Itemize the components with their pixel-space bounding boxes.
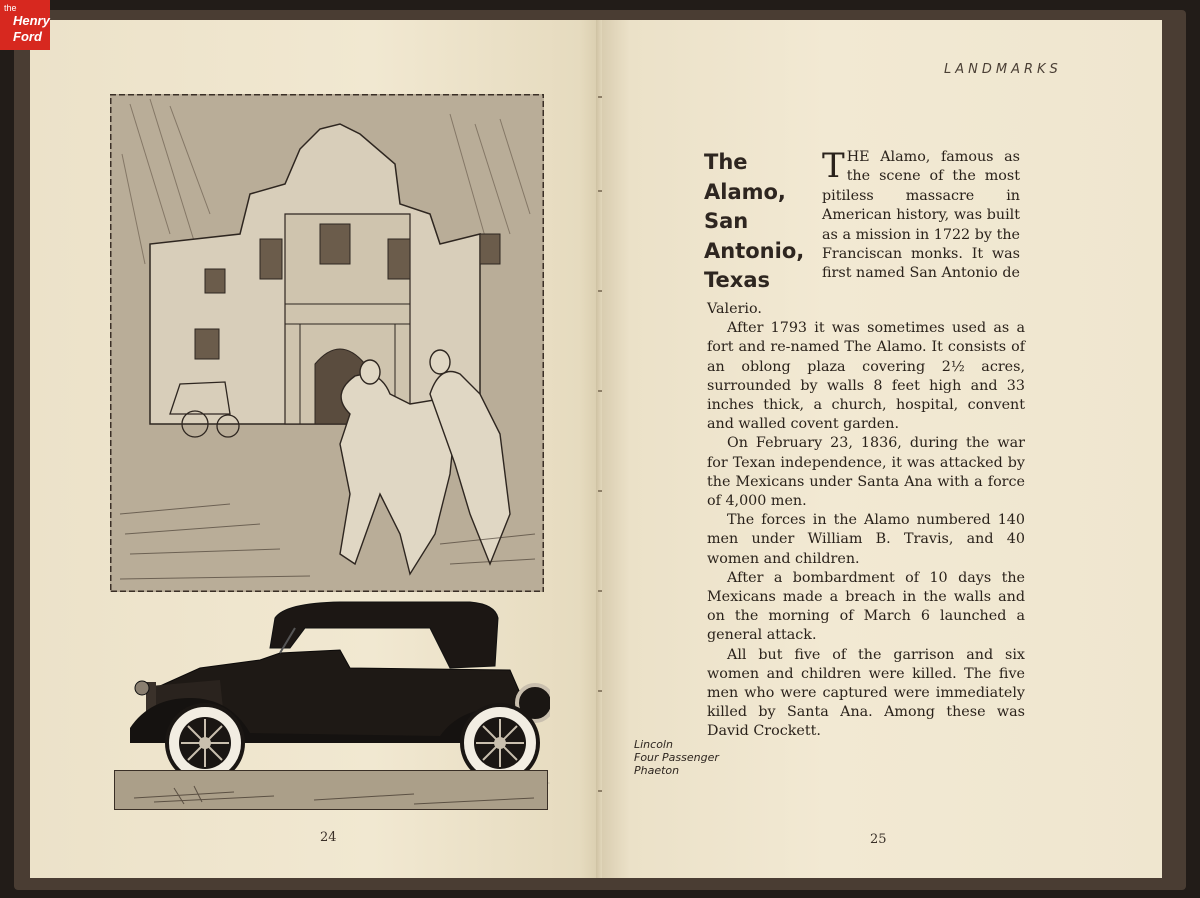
henry-ford-logo: [0, 0, 50, 50]
lincoln-phaeton-illustration: [110, 598, 550, 788]
logo-text: Henry: [13, 13, 50, 28]
lead-paragraph: [822, 148, 1020, 284]
caption-line: Phaeton: [634, 764, 680, 777]
right-page: [602, 20, 1162, 878]
title-line: Antonio,: [704, 238, 805, 263]
title-line: Alamo,: [704, 179, 786, 204]
caption-line: Four Passenger: [634, 751, 719, 764]
car-caption: [634, 738, 719, 777]
caption-line: Lincoln: [634, 738, 673, 751]
body-paragraph: After 1793 it was sometimes used as a fort and re-named The Alamo. It consists of an oblong plaza covering 2½ acres, surrounded by walls 8 feet high and 33 inches thick, a church, hospital, convent and walled covent garden.: [707, 320, 1025, 433]
ground-strip-illustration: [114, 770, 548, 810]
logo-text: Ford: [13, 29, 42, 44]
section-title: [704, 148, 822, 296]
page-number-right: 25: [870, 832, 887, 847]
drop-cap: T: [822, 146, 845, 186]
body-paragraph: After a bombardment of 10 days the Mexicans made a breach in the walls and on the morning of March 6 launched a general attack.: [707, 569, 1025, 644]
title-line: San: [704, 209, 749, 233]
lead-continuation: Valerio.: [707, 301, 762, 317]
alamo-etching: [110, 94, 544, 592]
lead-text: HE Alamo, famous as the scene of the most pitiless massacre in American history, was built as a mission in 1722 by the Franciscan monks. It was first named San Antonio de: [822, 149, 1020, 282]
body-paragraph: On February 23, 1836, during the war for Texan independence, it was attacked by the Mexicans under Santa Ana with a force of 4,000 men.: [707, 435, 1025, 510]
title-line: Texas: [704, 268, 770, 292]
body-text: [707, 300, 1025, 742]
body-paragraph: The forces in the Alamo numbered 140 men under William B. Travis, and 40 women and children.: [707, 512, 1025, 567]
running-head: LANDMARKS: [944, 62, 1062, 77]
title-line: The: [704, 150, 748, 174]
body-paragraph: All but five of the garrison and six women and children were killed. The five men who were captured were immediately killed by Santa Ana. Among these was David Crockett.: [707, 646, 1025, 740]
page-number-left: 24: [320, 830, 337, 845]
logo-text: the: [4, 3, 17, 13]
left-page: [30, 20, 602, 878]
